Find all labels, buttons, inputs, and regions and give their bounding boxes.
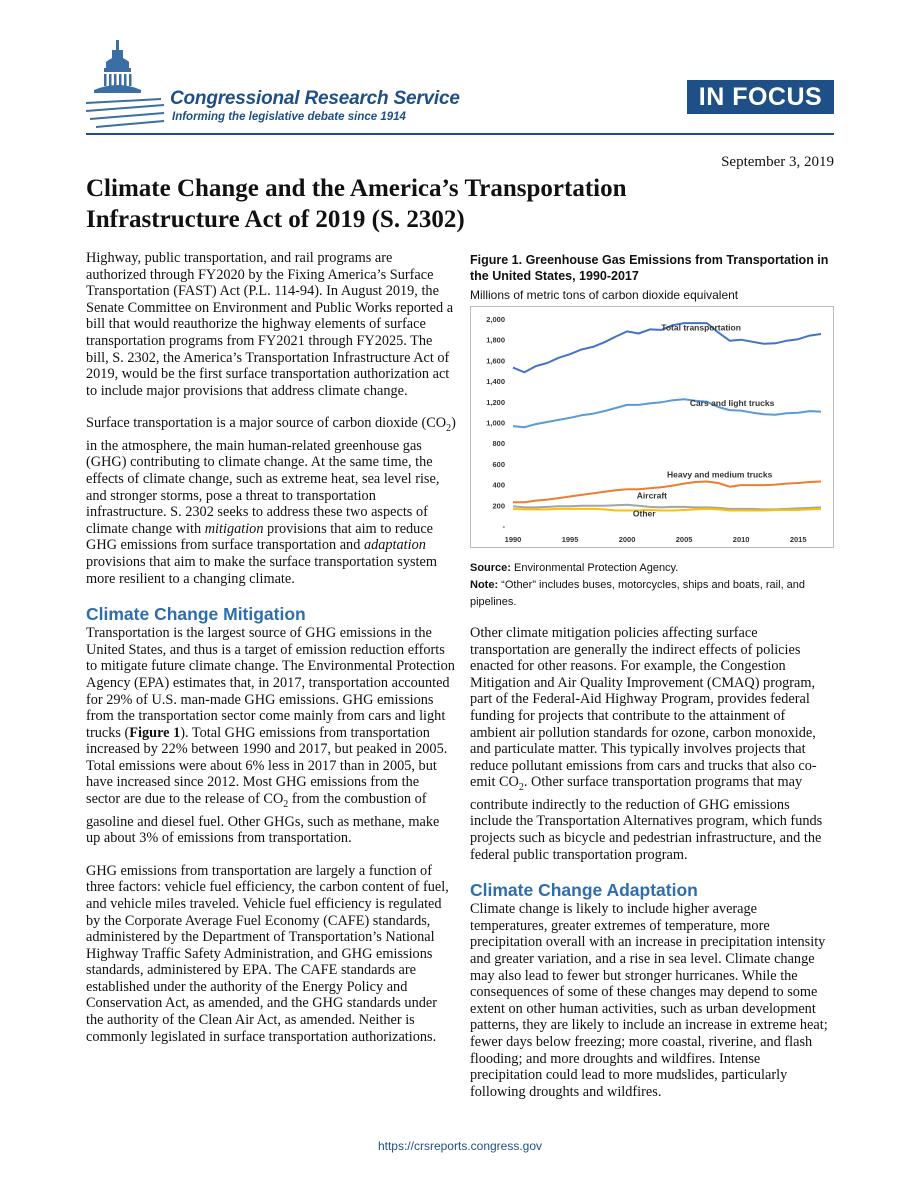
y-tick-label: 1,600 (486, 356, 505, 366)
emissions-line-chart (471, 307, 833, 547)
publication-date: September 3, 2019 (721, 154, 834, 170)
x-tick-label: 1995 (561, 535, 579, 544)
y-tick-label: 2,000 (486, 315, 505, 324)
x-tick-label: 2005 (675, 535, 693, 544)
overview-paragraph: Surface transportation is a major source of carbon dioxide $(CO_2)$ in the atmosphere, the main human-related greenhouse gas (GHG) contributing to climate change. At the same time, the effects of climate change, such as extreme heat, sea level rise, and stronger storms, pose a threat to transportation infrastructure. S. 2302 seeks to address these two aspects of climate change with mitigation provisions that aim to reduce GHG emissions from surface transportation and adaptation provisions that aim to make the surface transportation system more resilient to a changing climate. (86, 415, 456, 587)
adaptation-paragraph: Climate change is likely to include higher average temperatures, greater extremes of temperature, more precipitation overall with an increase in precipitation intensity and greater variation, and a rise in sea level. Climate change may also lead to fewer but stronger hurricanes. While the consequences of some of these changes may depend to some extent on other human activities, such as urban development patterns, they are likely to include an increase in extreme heat; fewer days below freezing; more coastal, riverine, and flash flooding; and more droughts and wildfires. Intense precipitation could lead to more mudslides, particularly following droughts and wildfires. (470, 901, 828, 1100)
other-policies-paragraph: Other climate mitigation policies affecting surface transportation are generally the indirect effects of policies enacted for other reasons. For example, the Congestion Mitigation and Air Quality Improvement (CMAQ) program, part of the Federal-Aid Highway Program, provides federal funding for projects that contribute to the attainment of ambient air pollution standards for ozone, carbon monoxide, and particulate matter. This typically involves projects that reduce pollutant emissions from cars and trucks that also co-emit $CO_2$. Other surface transportation programs that may contribute indirectly to the reduction of GHG emissions include the Transportation Alternatives program, which funds projects such as bicycle and pedestrian infrastructure, and the federal public transportation program. (470, 625, 823, 863)
series-label: Cars and light trucks (689, 397, 775, 408)
org-tagline: Informing the legislative debate since 1914 (172, 111, 406, 123)
x-tick-label: 1990 (504, 535, 522, 544)
y-tick-label: 1,200 (486, 397, 505, 407)
intro-paragraph: Highway, public transportation, and rail programs are authorized through FY2020 by the Fixing America’s Surface Transportation (FAST) Act (P.L. 114-94). In August 2019, the Senate Committee on Environment and Public Works reported a bill that would reauthorize the highway elements of surface transportation programs from FY2021 through FY2025. The bill, S. 2302, the America’s Transportation Infrastructure Act of 2019, would be the first surface transportation authorization act to include major provisions that address climate change. (86, 250, 454, 399)
footer-url[interactable]: https://crsreports.congress.gov (377, 1139, 543, 1153)
series-label: Other (632, 508, 656, 519)
factors-paragraph: GHG emissions from transportation are largely a function of three factors: vehicle fuel efficiency, the carbon content of fuel, and vehicle miles traveled. Vehicle fuel efficiency is regulated by the Corporate Average Fuel Economy (CAFE) standards, administered by the Department of Transportation’s National Highway Traffic Safety Administration, and GHG emissions standards, administered by EPA. The CAFE standards are established under the authority of the Energy Policy and Conservation Act, as amended, and the GHG standards under the authority of the Clean Air Act, as amended. Neither is commonly legislated in surface transportation authorizations. (86, 862, 449, 1045)
series-label: Heavy and medium trucks (667, 469, 773, 480)
series-line-other (513, 509, 821, 511)
series-line-cars-and-light-trucks (513, 399, 821, 427)
header-rule (86, 133, 834, 135)
y-tick-label: 600 (492, 459, 505, 469)
page-title: Climate Change and the America’s Transportation Infrastructure Act of 2019 (S. 2302) (86, 175, 627, 233)
figure-title: Figure 1. Greenhouse Gas Emissions from Transportation in the United States, 1990-2017 (470, 253, 829, 283)
capitol-dome-logo (86, 40, 168, 132)
mitigation-heading: Climate Change Mitigation (86, 604, 306, 625)
x-tick-label: 2015 (789, 535, 807, 544)
figure-source-notes (470, 560, 834, 611)
in-focus-badge: IN FOCUS (687, 80, 834, 114)
y-tick-label: 1,800 (486, 335, 505, 345)
y-tick-label: 400 (492, 480, 505, 490)
y-tick-label: - (502, 522, 505, 531)
right-column (470, 625, 834, 1116)
adaptation-heading: Climate Change Adaptation (470, 880, 698, 901)
x-tick-label: 2000 (618, 535, 636, 544)
y-tick-label: 1,400 (486, 377, 505, 387)
mitigation-paragraph: Transportation is the largest source of GHG emissions in the United States, and thus is a target of emission reduction efforts to mitigate future climate change. The Environmental Protection Agency (EPA) estimates that, in 2017, transportation accounted for 29% of U.S. man-made GHG emissions. GHG emissions from the transportation sector come mainly from cars and light trucks (Figure 1). Total GHG emissions from transportation increased by 22% between 1990 and 2017, but peaked in 2005. Total emissions were about 6% less in 2017 than in 2005, but have increased since 2012. Most GHG emissions from the sector are due to the release of $CO_2$ from the combustion of gasoline and diesel fuel. Other GHGs, such as methane, make up about 3% of emissions from transportation. (86, 625, 455, 847)
series-label: Total transportation (661, 322, 741, 333)
org-name: Congressional Research Service (170, 88, 460, 109)
series-label: Aircraft (636, 490, 667, 501)
series-line-heavy-and-medium-trucks (513, 482, 821, 503)
figure-note: Note: “Other” includes buses, motorcycles, ships and boats, rail, and pipelines. (470, 579, 806, 608)
figure-subtitle: Millions of metric tons of carbon dioxide equivalent (470, 288, 739, 302)
y-tick-label: 200 (492, 501, 505, 511)
figure-source: Source: Environmental Protection Agency. (470, 562, 679, 574)
x-tick-label: 2010 (732, 535, 750, 544)
y-tick-label: 800 (492, 439, 505, 449)
emissions-chart (470, 306, 834, 548)
figure-1-reference: Figure 1 (129, 724, 181, 741)
left-column (86, 250, 456, 1061)
y-tick-label: 1,000 (486, 418, 505, 428)
